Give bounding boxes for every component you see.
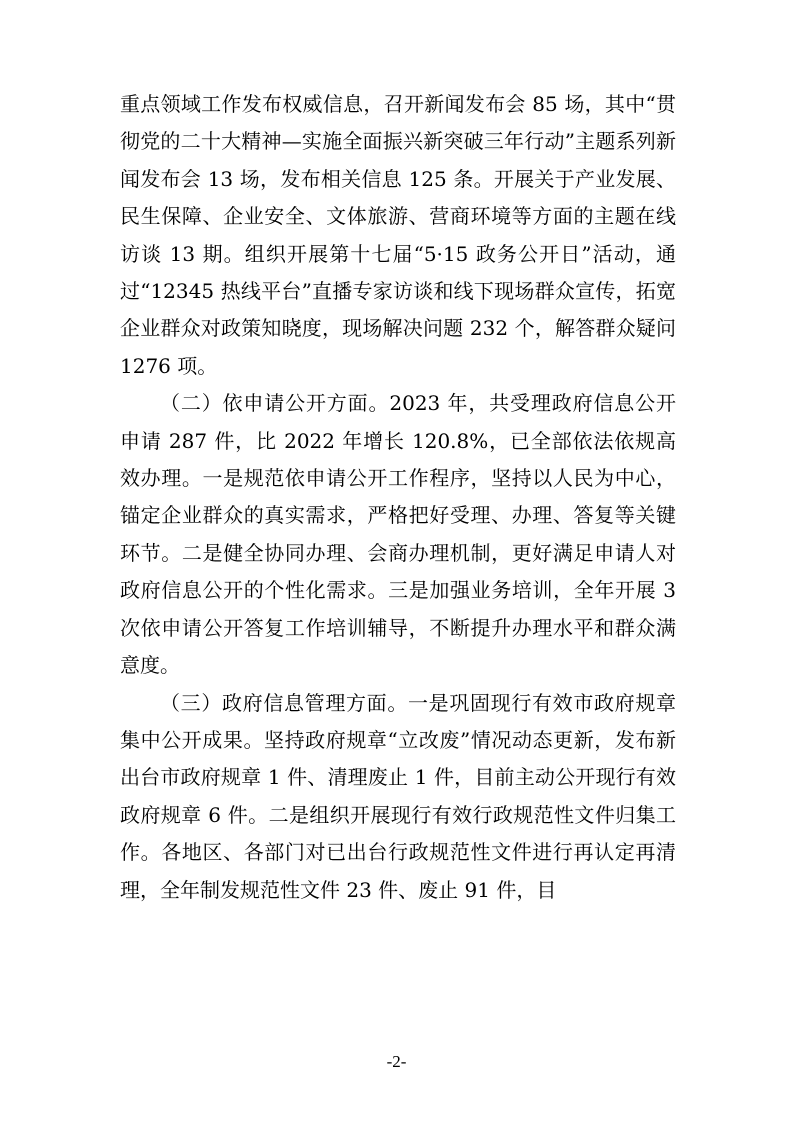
section-heading-application-disclosure: （二）依申请公开方面。 [160, 391, 390, 416]
paragraph-application-disclosure [120, 385, 676, 684]
section-heading-information-management: （三）政府信息管理方面。 [160, 690, 408, 715]
document-body [120, 86, 676, 909]
paragraph-text: 重点领域工作发布权威信息，召开新闻发布会 85 场，其中“贯彻党的二十大精神—实施全面振兴新突破三年行动”主题系列新闻发布会 13 场，发布相关信息 125 条。开展关于产业发展、民生保障、企业安全、文体旅游、营商环境等方面的主题在线访谈 13 期。组织开展第十七届“5·15 政务公开日”活动，通过“12345 热线平台”直播专家访谈和线下现场群众宣传，拓宽企业群众对政策知晓度，现场解决问题 232 个，解答群众疑问 1276 项。 [120, 92, 676, 378]
paragraph-text: 2023 年，共受理政府信息公开申请 287 件，比 2022 年增长 120.8%，已全部依法依规高效办理。一是规范依申请公开工作程序，坚持以人民为中心，锚定企业群众的真实需求，严格把好受理、办理、答复等关键环节。二是健全协同办理、会商办理机制，更好满足申请人对政府信息公开的个性化需求。三是加强业务培训，全年开展 3 次依申请公开答复工作培训辅导，不断提升办理水平和群众满意度。 [120, 391, 676, 678]
paragraph-text: 一是巩固现行有效市政府规章集中公开成果。坚持政府规章“立改废”情况动态更新，发布新出台市政府规章 1 件、清理废止 1 件，目前主动公开现行有效政府规章 6 件。二是组织开展现行有效行政规范性文件归集工作。各地区、各部门对已出台行政规范性文件进行再认定再清理，全年制发规范性文件 23 件、废止 91 件，目 [120, 690, 676, 902]
page-number: -2- [386, 1052, 407, 1071]
paragraph-continuation [120, 86, 676, 385]
paragraph-information-management [120, 685, 676, 909]
